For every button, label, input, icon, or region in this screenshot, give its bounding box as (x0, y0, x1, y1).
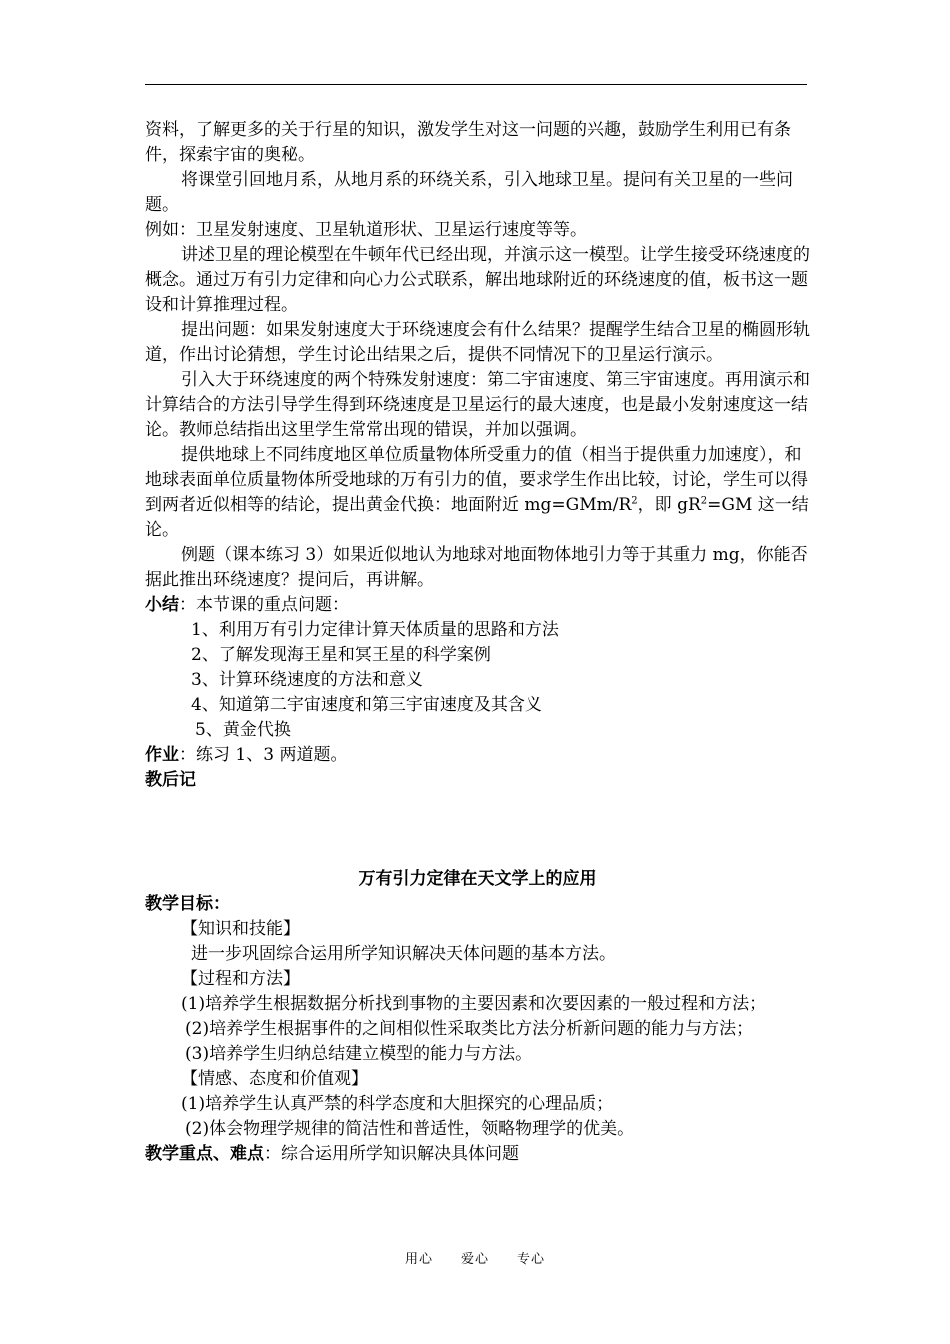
afterword-heading: 教后记 (145, 770, 196, 790)
key-label: 教学重点、难点 (145, 1144, 264, 1164)
paragraph: 讲述卫星的理论模型在牛顿年代已经出现，并演示这一模型。让学生接受环绕速度的概念。通过万有引力定律和向心力公式联系，解出地球附近的环绕速度的值，板书这一题设和计算推理过程。 (145, 245, 810, 315)
superscript: 2 (700, 495, 708, 507)
section-title: 万有引力定律在天文学上的应用 (358, 869, 597, 889)
text: 提供地球上不同纬度地区单位质量物体所受重力的值（相当于提供重力加速度），和地球表面单位质量物体所受地球的万有引力的值，要求学生作出比较，讨论，学生可以得到两者近似相等的结论，提出黄金代换：地面附近 mg=GMm/R (145, 445, 808, 515)
paragraph-gravity (145, 443, 810, 543)
text: =GM 这一结论。 (145, 495, 809, 540)
summary-heading (145, 593, 810, 618)
document-body (145, 118, 810, 1167)
paragraph-example: 例题（课本练习 3）如果近似地认为地球对地面物体地引力等于其重力 mg，你能否据此推出环绕速度？提问后，再讲解。 (145, 545, 808, 590)
spacer (145, 793, 810, 867)
knowledge-text: 进一步巩固综合运用所学知识解决天体问题的基本方法。 (191, 944, 616, 964)
emotion-item: (1)培养学生认真严禁的科学态度和大胆探究的心理品质； (181, 1094, 614, 1114)
paragraph: 资料，了解更多的关于行星的知识，激发学生对这一问题的兴趣，鼓励学生利用已有条件，探索宇宙的奥秘。 (145, 120, 791, 165)
list-item: 4、知道第二宇宙速度和第三宇宙速度及其含义 (191, 695, 542, 715)
text: ，即 gR (637, 495, 701, 515)
knowledge-heading: 【知识和技能】 (181, 919, 300, 939)
homework-text: ：练习 1、3 两道题。 (179, 745, 348, 765)
list-item: 3、计算环绕速度的方法和意义 (191, 670, 423, 690)
paragraph: 例如：卫星发射速度、卫星轨道形状、卫星运行速度等等。 (145, 220, 587, 240)
paragraph: 提出问题：如果发射速度大于环绕速度会有什么结果？提醒学生结合卫星的椭圆形轨道，作出讨论猜想，学生讨论出结果之后，提供不同情况下的卫星运行演示。 (145, 320, 810, 365)
superscript: 2 (631, 495, 638, 507)
list-item: 2、了解发现海王星和冥王星的科学案例 (191, 645, 491, 665)
key-points (145, 1142, 810, 1167)
emotion-item: (2)体会物理学规律的简洁性和普适性，领略物理学的优美。 (185, 1119, 635, 1139)
process-item: (3)培养学生归纳总结建立模型的能力与方法。 (185, 1044, 533, 1064)
list-item: 5、黄金代换 (195, 720, 291, 740)
homework (145, 743, 810, 768)
process-item: (1)培养学生根据数据分析找到事物的主要因素和次要因素的一般过程和方法； (181, 994, 767, 1014)
objectives-label: 教学目标： (145, 894, 230, 914)
homework-label: 作业 (145, 745, 179, 765)
list-item: 1、利用万有引力定律计算天体质量的思路和方法 (191, 620, 559, 640)
process-item: (2)培养学生根据事件的之间相似性采取类比方法分析新问题的能力与方法； (185, 1019, 754, 1039)
paragraph: 将课堂引回地月系，从地月系的环绕关系，引入地球卫星。提问有关卫星的一些问题。 (145, 170, 793, 215)
page-footer: 用心 爱心 专心 (404, 1252, 545, 1267)
paragraph: 引入大于环绕速度的两个特殊发射速度：第二宇宙速度、第三宇宙速度。再用演示和计算结合的方法引导学生得到环绕速度是卫星运行的最大速度，也是最小发射速度这一结论。教师总结指出这里学生常常出现的错误，并加以强调。 (145, 370, 810, 440)
emotion-heading: 【情感、态度和价值观】 (181, 1069, 368, 1089)
process-heading: 【过程和方法】 (181, 969, 300, 989)
header-rule (145, 84, 807, 85)
key-text: ：综合运用所学知识解决具体问题 (264, 1144, 519, 1164)
summary-label: 小结 (145, 595, 179, 615)
summary-text: ：本节课的重点问题： (179, 595, 349, 615)
